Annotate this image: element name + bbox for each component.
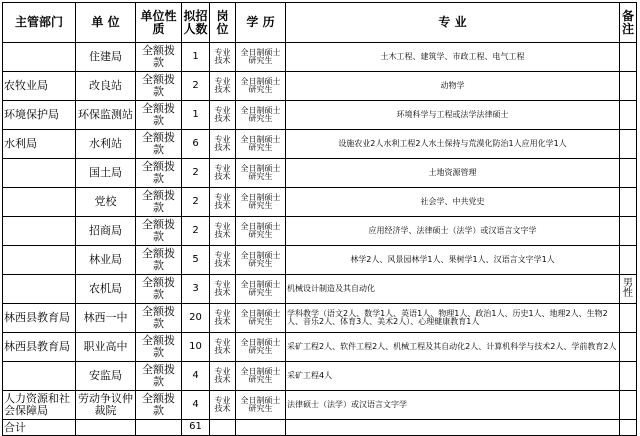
cell-count: 3 [182, 275, 210, 304]
cell-edu: 全日制硕士研究生 [236, 333, 286, 362]
cell-edu: 全日制硕士研究生 [236, 275, 286, 304]
cell-post: 专业技术 [210, 275, 236, 304]
cell-note [620, 333, 637, 362]
cell-note [620, 43, 637, 72]
table-row [3, 304, 637, 333]
cell-edu: 全日制硕士研究生 [236, 246, 286, 275]
cell-nature: 全额拨款 [136, 72, 182, 101]
cell-dept: 人力资源和社会保障局 [3, 391, 76, 420]
cell-nature: 全额拨款 [136, 246, 182, 275]
header-dept: 主管部门 [3, 3, 76, 43]
cell-edu: 全日制硕士研究生 [236, 304, 286, 333]
header-major: 专 业 [286, 3, 620, 43]
total-count: 61 [182, 420, 210, 436]
cell-dept [3, 246, 76, 275]
cell-count: 1 [182, 101, 210, 130]
cell-post: 专业技术 [210, 333, 236, 362]
cell-count: 4 [182, 362, 210, 391]
cell-unit: 农机局 [76, 275, 136, 304]
table-row [3, 333, 637, 362]
table-row [3, 275, 637, 304]
cell-note: 男性 [620, 275, 637, 304]
cell-post: 专业技术 [210, 391, 236, 420]
cell-post: 专业技术 [210, 72, 236, 101]
cell-dept [3, 362, 76, 391]
cell-major: 采矿工程2人、软件工程2人、机械工程及其自动化2人、计算机科学与技术2人、学前教育2人 [286, 333, 620, 362]
cell-post: 专业技术 [210, 188, 236, 217]
cell-unit: 林西一中 [76, 304, 136, 333]
table-row [3, 101, 637, 130]
cell-dept [3, 159, 76, 188]
cell-edu: 全日制硕士研究生 [236, 391, 286, 420]
cell-dept: 林西县教育局 [3, 333, 76, 362]
table-row [3, 391, 637, 420]
cell-unit: 住建局 [76, 43, 136, 72]
cell-major: 环境科学与工程或法学法律硕士 [286, 101, 620, 130]
cell-major: 土木工程、建筑学、市政工程、电气工程 [286, 43, 620, 72]
cell-post: 专业技术 [210, 304, 236, 333]
cell-unit: 劳动争议仲裁院 [76, 391, 136, 420]
table-row [3, 246, 637, 275]
cell-post: 专业技术 [210, 362, 236, 391]
cell-nature: 全额拨款 [136, 275, 182, 304]
cell-edu: 全日制硕士研究生 [236, 43, 286, 72]
cell-post: 专业技术 [210, 217, 236, 246]
cell-edu: 全日制硕士研究生 [236, 217, 286, 246]
cell-edu: 全日制硕士研究生 [236, 188, 286, 217]
header-edu: 学 历 [236, 3, 286, 43]
cell-unit: 国土局 [76, 159, 136, 188]
cell-unit: 职业高中 [76, 333, 136, 362]
cell-major: 社会学、中共党史 [286, 188, 620, 217]
cell-edu: 全日制硕士研究生 [236, 159, 286, 188]
cell-major: 法律硕士（法学）或汉语言文字学 [286, 391, 620, 420]
cell-major: 采矿工程4人 [286, 362, 620, 391]
cell-dept [3, 217, 76, 246]
header-post: 岗位 [210, 3, 236, 43]
table-row [3, 130, 637, 159]
cell-count: 2 [182, 72, 210, 101]
cell-major: 设施农业2人水利工程2人水土保持与荒漠化防治1人应用化学1人 [286, 130, 620, 159]
cell-nature: 全额拨款 [136, 217, 182, 246]
cell-major: 应用经济学、法律硕士（法学）或汉语言文字学 [286, 217, 620, 246]
cell-edu: 全日制硕士研究生 [236, 130, 286, 159]
cell-note [620, 101, 637, 130]
cell-post: 专业技术 [210, 101, 236, 130]
table-row [3, 43, 637, 72]
cell-note [620, 362, 637, 391]
cell-unit: 安监局 [76, 362, 136, 391]
cell-major: 林学2人、风景园林学1人、果树学1人、汉语言文字学1人 [286, 246, 620, 275]
cell-count: 6 [182, 130, 210, 159]
cell-nature: 全额拨款 [136, 304, 182, 333]
cell-nature: 全额拨款 [136, 391, 182, 420]
cell-post: 专业技术 [210, 130, 236, 159]
header-note: 备注 [620, 3, 637, 43]
cell-dept [3, 43, 76, 72]
cell-unit: 水利站 [76, 130, 136, 159]
cell-count: 1 [182, 43, 210, 72]
cell-note [620, 217, 637, 246]
header-nature: 单位性质 [136, 3, 182, 43]
cell-nature: 全额拨款 [136, 333, 182, 362]
header-unit: 单 位 [76, 3, 136, 43]
table-row [3, 362, 637, 391]
cell-major: 学科教学（语文2人、数学1人、英语1人、物理1人、政治1人、历史1人、地理2人、生物2人、音乐2人、体育3人、美术2人）、心理健康教育1人 [286, 304, 620, 333]
cell-unit: 党校 [76, 188, 136, 217]
cell-note [620, 391, 637, 420]
cell-edu: 全日制硕士研究生 [236, 101, 286, 130]
cell-unit: 环保监测站 [76, 101, 136, 130]
table-row [3, 217, 637, 246]
table-row [3, 159, 637, 188]
cell-major: 机械设计制造及其自动化 [286, 275, 620, 304]
cell-nature: 全额拨款 [136, 43, 182, 72]
cell-dept: 环境保护局 [3, 101, 76, 130]
cell-count: 2 [182, 188, 210, 217]
cell-post: 专业技术 [210, 246, 236, 275]
cell-note [620, 188, 637, 217]
cell-nature: 全额拨款 [136, 159, 182, 188]
table-row [3, 188, 637, 217]
cell-nature: 全额拨款 [136, 101, 182, 130]
cell-post: 专业技术 [210, 159, 236, 188]
total-label: 合计 [3, 420, 76, 436]
cell-count: 20 [182, 304, 210, 333]
cell-dept: 农牧业局 [3, 72, 76, 101]
cell-unit: 招商局 [76, 217, 136, 246]
cell-nature: 全额拨款 [136, 362, 182, 391]
cell-major: 动物学 [286, 72, 620, 101]
cell-major: 土地资源管理 [286, 159, 620, 188]
cell-count: 2 [182, 217, 210, 246]
cell-dept [3, 188, 76, 217]
cell-edu: 全日制硕士研究生 [236, 362, 286, 391]
recruitment-table-sheet [0, 2, 640, 434]
cell-edu: 全日制硕士研究生 [236, 72, 286, 101]
header-count: 拟招人数 [182, 3, 210, 43]
cell-nature: 全额拨款 [136, 130, 182, 159]
cell-dept: 水利局 [3, 130, 76, 159]
cell-count: 10 [182, 333, 210, 362]
cell-note [620, 159, 637, 188]
cell-note [620, 72, 637, 101]
cell-count: 2 [182, 159, 210, 188]
cell-dept [3, 275, 76, 304]
cell-note [620, 130, 637, 159]
cell-nature: 全额拨款 [136, 188, 182, 217]
recruitment-table [2, 2, 637, 436]
cell-count: 4 [182, 391, 210, 420]
cell-note [620, 246, 637, 275]
cell-post: 专业技术 [210, 43, 236, 72]
cell-unit: 改良站 [76, 72, 136, 101]
cell-note [620, 304, 637, 333]
table-row [3, 72, 637, 101]
cell-dept: 林西县教育局 [3, 304, 76, 333]
header-row [3, 3, 637, 43]
cell-count: 5 [182, 246, 210, 275]
cell-unit: 林业局 [76, 246, 136, 275]
